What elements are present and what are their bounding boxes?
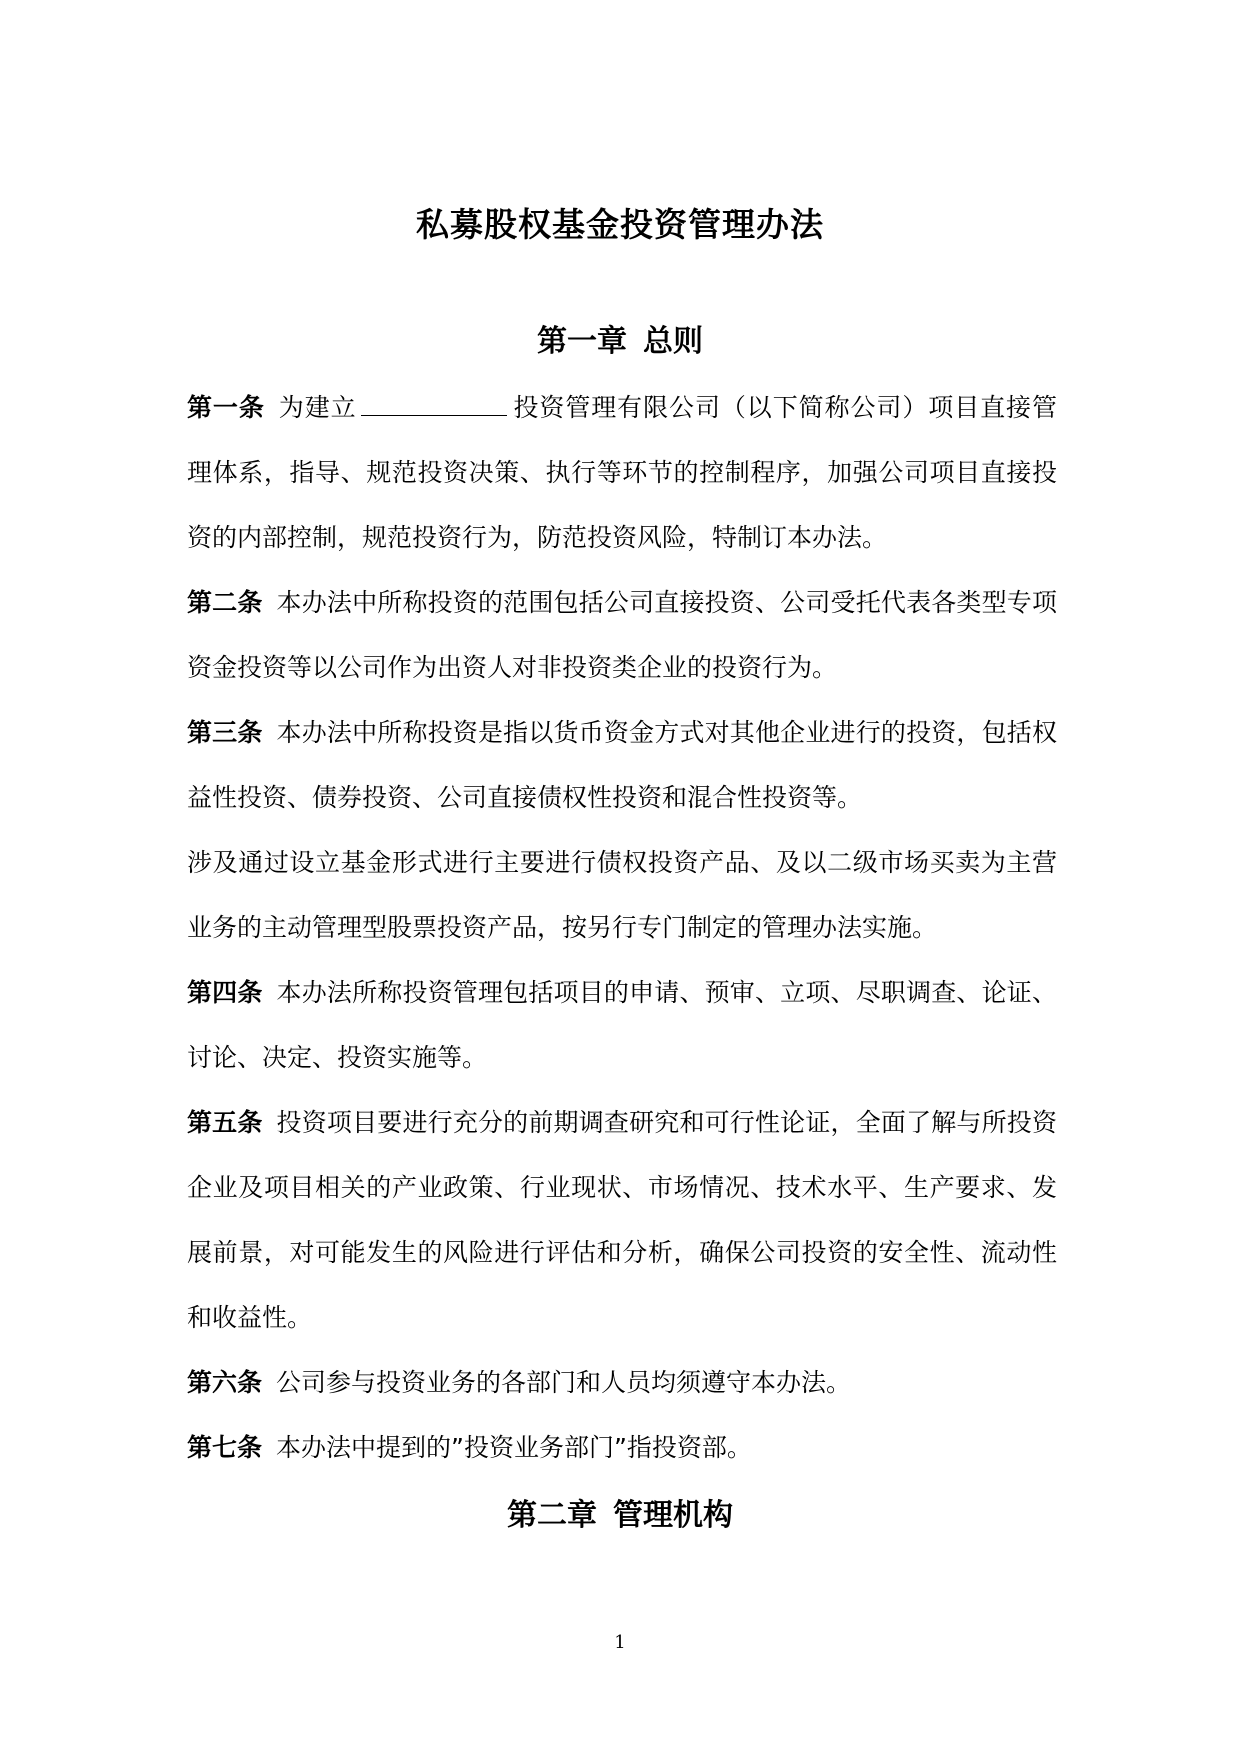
article-number: 第一条 — [187, 393, 265, 422]
article-text: 本办法中所称投资的范围包括公司直接投资、公司受托代表各类型专项资金投资等以公司作为出资人对非投资类企业的投资行为。 — [187, 588, 1057, 682]
article-text: 本办法所称投资管理包括项目的申请、预审、立项、尽职调查、论证、讨论、决定、投资实施等。 — [187, 978, 1057, 1072]
chapter-heading-2 — [0, 1496, 1240, 1536]
article-2 — [187, 570, 1057, 700]
article-text-pre: 为建立 — [278, 393, 357, 422]
article-3 — [187, 700, 1057, 830]
article-number: 第三条 — [187, 718, 263, 747]
page-number: 1 — [614, 1632, 626, 1653]
document-title: 私募股权基金投资管理办法 — [416, 205, 824, 244]
article-1 — [187, 375, 1057, 570]
article-number: 第七条 — [187, 1433, 263, 1462]
chapter-number: 第二章 — [507, 1498, 597, 1533]
article-7 — [187, 1415, 1057, 1480]
article-number: 第五条 — [187, 1108, 263, 1137]
chapter-name: 管理机构 — [613, 1498, 733, 1533]
article-text: 本办法中所称投资是指以货币资金方式对其他企业进行的投资，包括权益性投资、债券投资、公司直接债权性投资和混合性投资等。 — [187, 718, 1057, 812]
article-6 — [187, 1350, 1057, 1415]
article-text: 投资管理有限公司（以下简称公司）项目直接管理体系，指导、规范投资决策、执行等环节的控制程序，加强公司项目直接投资的内部控制，规范投资行为，防范投资风险，特制订本办法。 — [187, 393, 1057, 552]
chapter-name: 总则 — [643, 324, 703, 359]
article-number: 第二条 — [187, 588, 263, 617]
article-text: 本办法中提到的”投资业务部门”指投资部。 — [276, 1433, 752, 1462]
article-text: 公司参与投资业务的各部门和人员均须遵守本办法。 — [276, 1368, 852, 1397]
chapter-number: 第一章 — [537, 324, 627, 359]
article-text: 投资项目要进行充分的前期调查研究和可行性论证，全面了解与所投资企业及项目相关的产业政策、行业现状、市场情况、技术水平、生产要求、发展前景，对可能发生的风险进行评估和分析，确保公司投资的安全性、流动性和收益性。 — [187, 1108, 1057, 1332]
article-5 — [187, 1090, 1057, 1350]
article-4 — [187, 960, 1057, 1090]
article-3-supplement: 涉及通过设立基金形式进行主要进行债权投资产品、及以二级市场买卖为主营业务的主动管理型股票投资产品，按另行专门制定的管理办法实施。 — [187, 848, 1057, 942]
article-number: 第四条 — [187, 978, 263, 1007]
document-body — [187, 375, 1057, 1480]
blank-company-name-field — [361, 393, 507, 416]
article-number: 第六条 — [187, 1368, 263, 1397]
chapter-heading-1 — [0, 322, 1240, 362]
